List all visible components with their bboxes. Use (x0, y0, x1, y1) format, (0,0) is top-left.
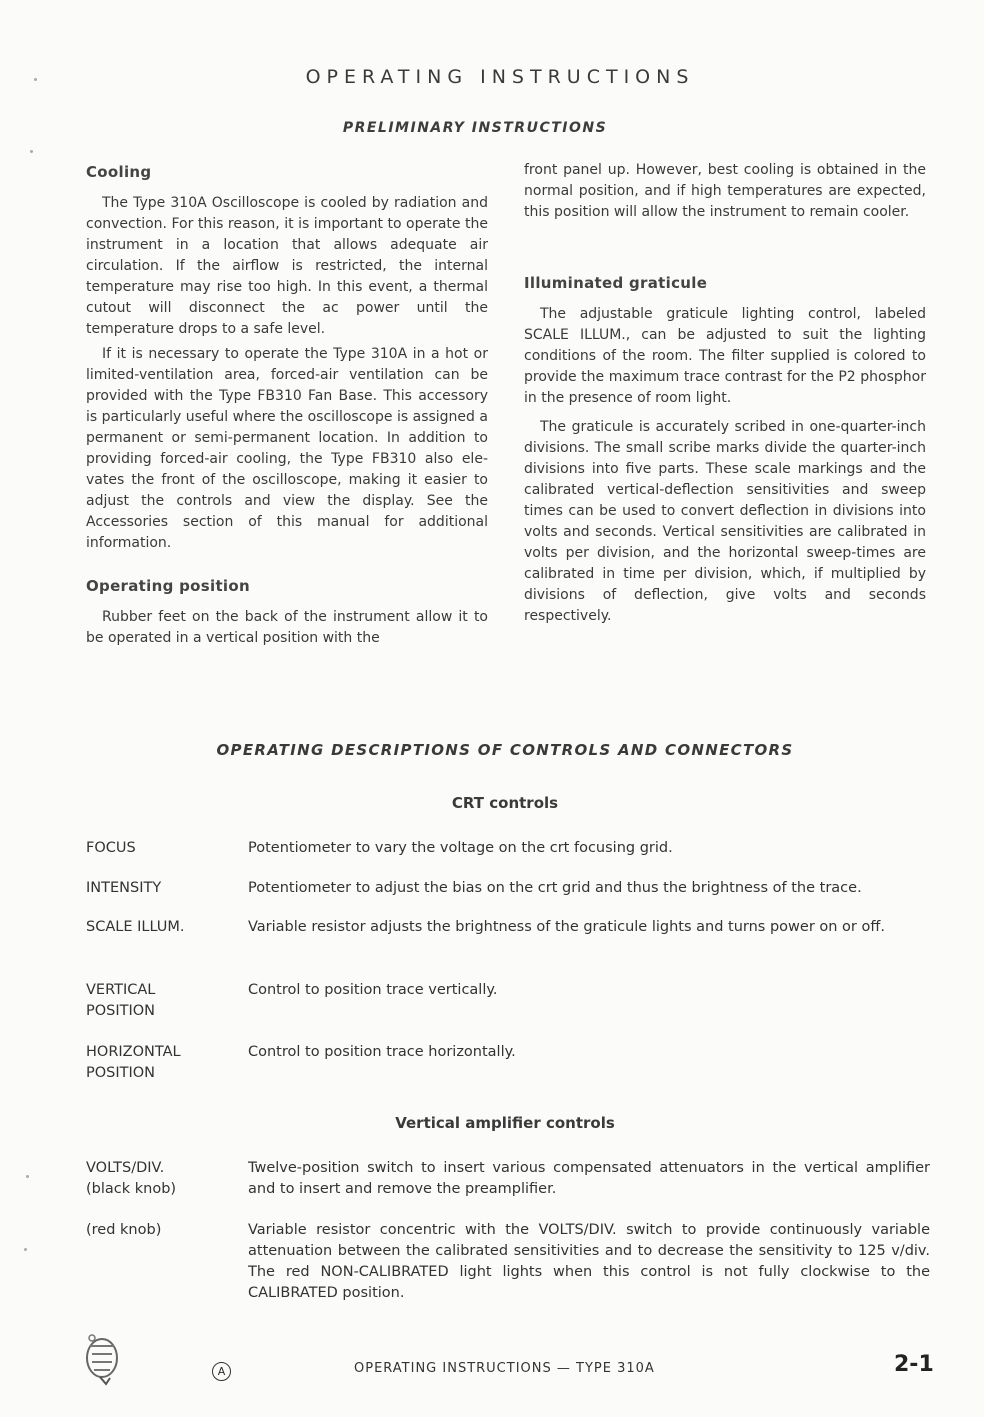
left-column (86, 160, 488, 653)
tektronix-logo-icon (82, 1332, 122, 1388)
control-name: SCALE ILLUM. (86, 919, 185, 935)
right-column (524, 160, 926, 631)
heading-cooling: Cooling (86, 163, 152, 181)
control-desc: Potentiometer to vary the voltage on the crt focusing grid. (248, 840, 673, 856)
control-desc: Control to position trace vertically. (248, 982, 498, 998)
paragraph: The adjustable graticule lighting control, labeled SCALE ILLUM., can be adjusted to suit the lighting conditions of the room. The filter supplied is colored to provide the maximum trace contrast for the P2 phosphor in the presence of room light. (524, 306, 926, 406)
paragraph: Rubber feet on the back of the instrument allow it to be operated in a vertical position with the (86, 609, 488, 646)
footer-text: OPERATING INSTRUCTIONS — TYPE 310A (354, 1361, 655, 1376)
scan-speck (24, 1248, 27, 1251)
subsection-crt-controls: CRT controls (451, 794, 559, 812)
control-desc: Potentiometer to adjust the bias on the crt grid and thus the brightness of the trace. (248, 880, 862, 896)
control-name: VOLTS/DIV. (black knob) (86, 1160, 177, 1197)
control-name: INTENSITY (86, 880, 162, 896)
control-name: HORIZONTAL POSITION (86, 1044, 181, 1081)
paragraph: The Type 310A Oscilloscope is cooled by radiation and convection. For this reason, it is important to operate the instrument in a location that allows adequate air circulation. If the airflow is restricted, the internal temperature may rise too high. In this event, a thermal cutout will disconnect the ac power until the temperature drops to a safe level. (86, 195, 488, 337)
paragraph: front panel up. However, best cooling is obtained in the normal position, and if high temperatures are expected, this position will allow the instrument to remain cooler. (524, 162, 926, 220)
control-desc: Twelve-position switch to insert various compensated attenuators in the vertical amplifier and to insert and remove the preamplifier. (248, 1160, 930, 1197)
subsection-vertical-amplifier: Vertical amplifier controls (395, 1114, 615, 1132)
control-desc: Control to position trace horizontally. (248, 1044, 516, 1060)
page-subtitle: PRELIMINARY INSTRUCTIONS (342, 120, 608, 136)
page-number: 2-1 (894, 1352, 934, 1377)
heading-operating-position: Operating position (86, 577, 250, 595)
paragraph: If it is necessary to operate the Type 310A in a hot or limited-ventilation area, forced-air ventilation can be provided with the Type FB310 Fan Base. This accessory is particularly useful where the oscilloscope is assigned a permanent or semi-permanent location. In addition to providing forced-air cooling, the Type FB310 also elevates the front of the oscilloscope, making it easier to adjust the controls and view the display. See the Accessories section of this manual for additional information. (86, 346, 488, 551)
scan-speck (30, 150, 33, 153)
control-name: FOCUS (86, 840, 136, 856)
scan-speck (34, 78, 37, 81)
control-name: VERTICAL POSITION (86, 982, 156, 1019)
page-title: OPERATING INSTRUCTIONS (305, 66, 695, 88)
heading-illuminated-graticule: Illuminated graticule (524, 274, 708, 292)
control-desc: Variable resistor concentric with the VOLTS/DIV. switch to provide continuously variable attenuation between the calibrated sensitivities and to decrease the sensitivity to 125 v/div. The red NON-CALIBRATED light lights when this control is not fully clockwise to the CALIBRATED position. (248, 1222, 930, 1301)
section-title-controls: OPERATING DESCRIPTIONS OF CONTROLS AND CONNECTORS (216, 741, 794, 759)
paragraph: The graticule is accurately scribed in one-quarter-inch divisions. The small scribe marks divide the quarter-inch divisions into five parts. These scale markings and the calibrated vertical-deflection sensitivities and sweep times can be used to convert deflection in divisions into volts and seconds. Vertical sensitivities are calibrated in volts per division, and the horizontal sweep-times are calibrated in time per division, which, if multiplied by divisions of deflection, give volts and seconds respectively. (524, 419, 926, 624)
control-desc: Variable resistor adjusts the brightness of the graticule lights and turns power on or off. (248, 919, 885, 935)
revision-mark: A (212, 1362, 231, 1381)
scan-speck (26, 1175, 29, 1178)
control-name: (red knob) (86, 1222, 162, 1238)
